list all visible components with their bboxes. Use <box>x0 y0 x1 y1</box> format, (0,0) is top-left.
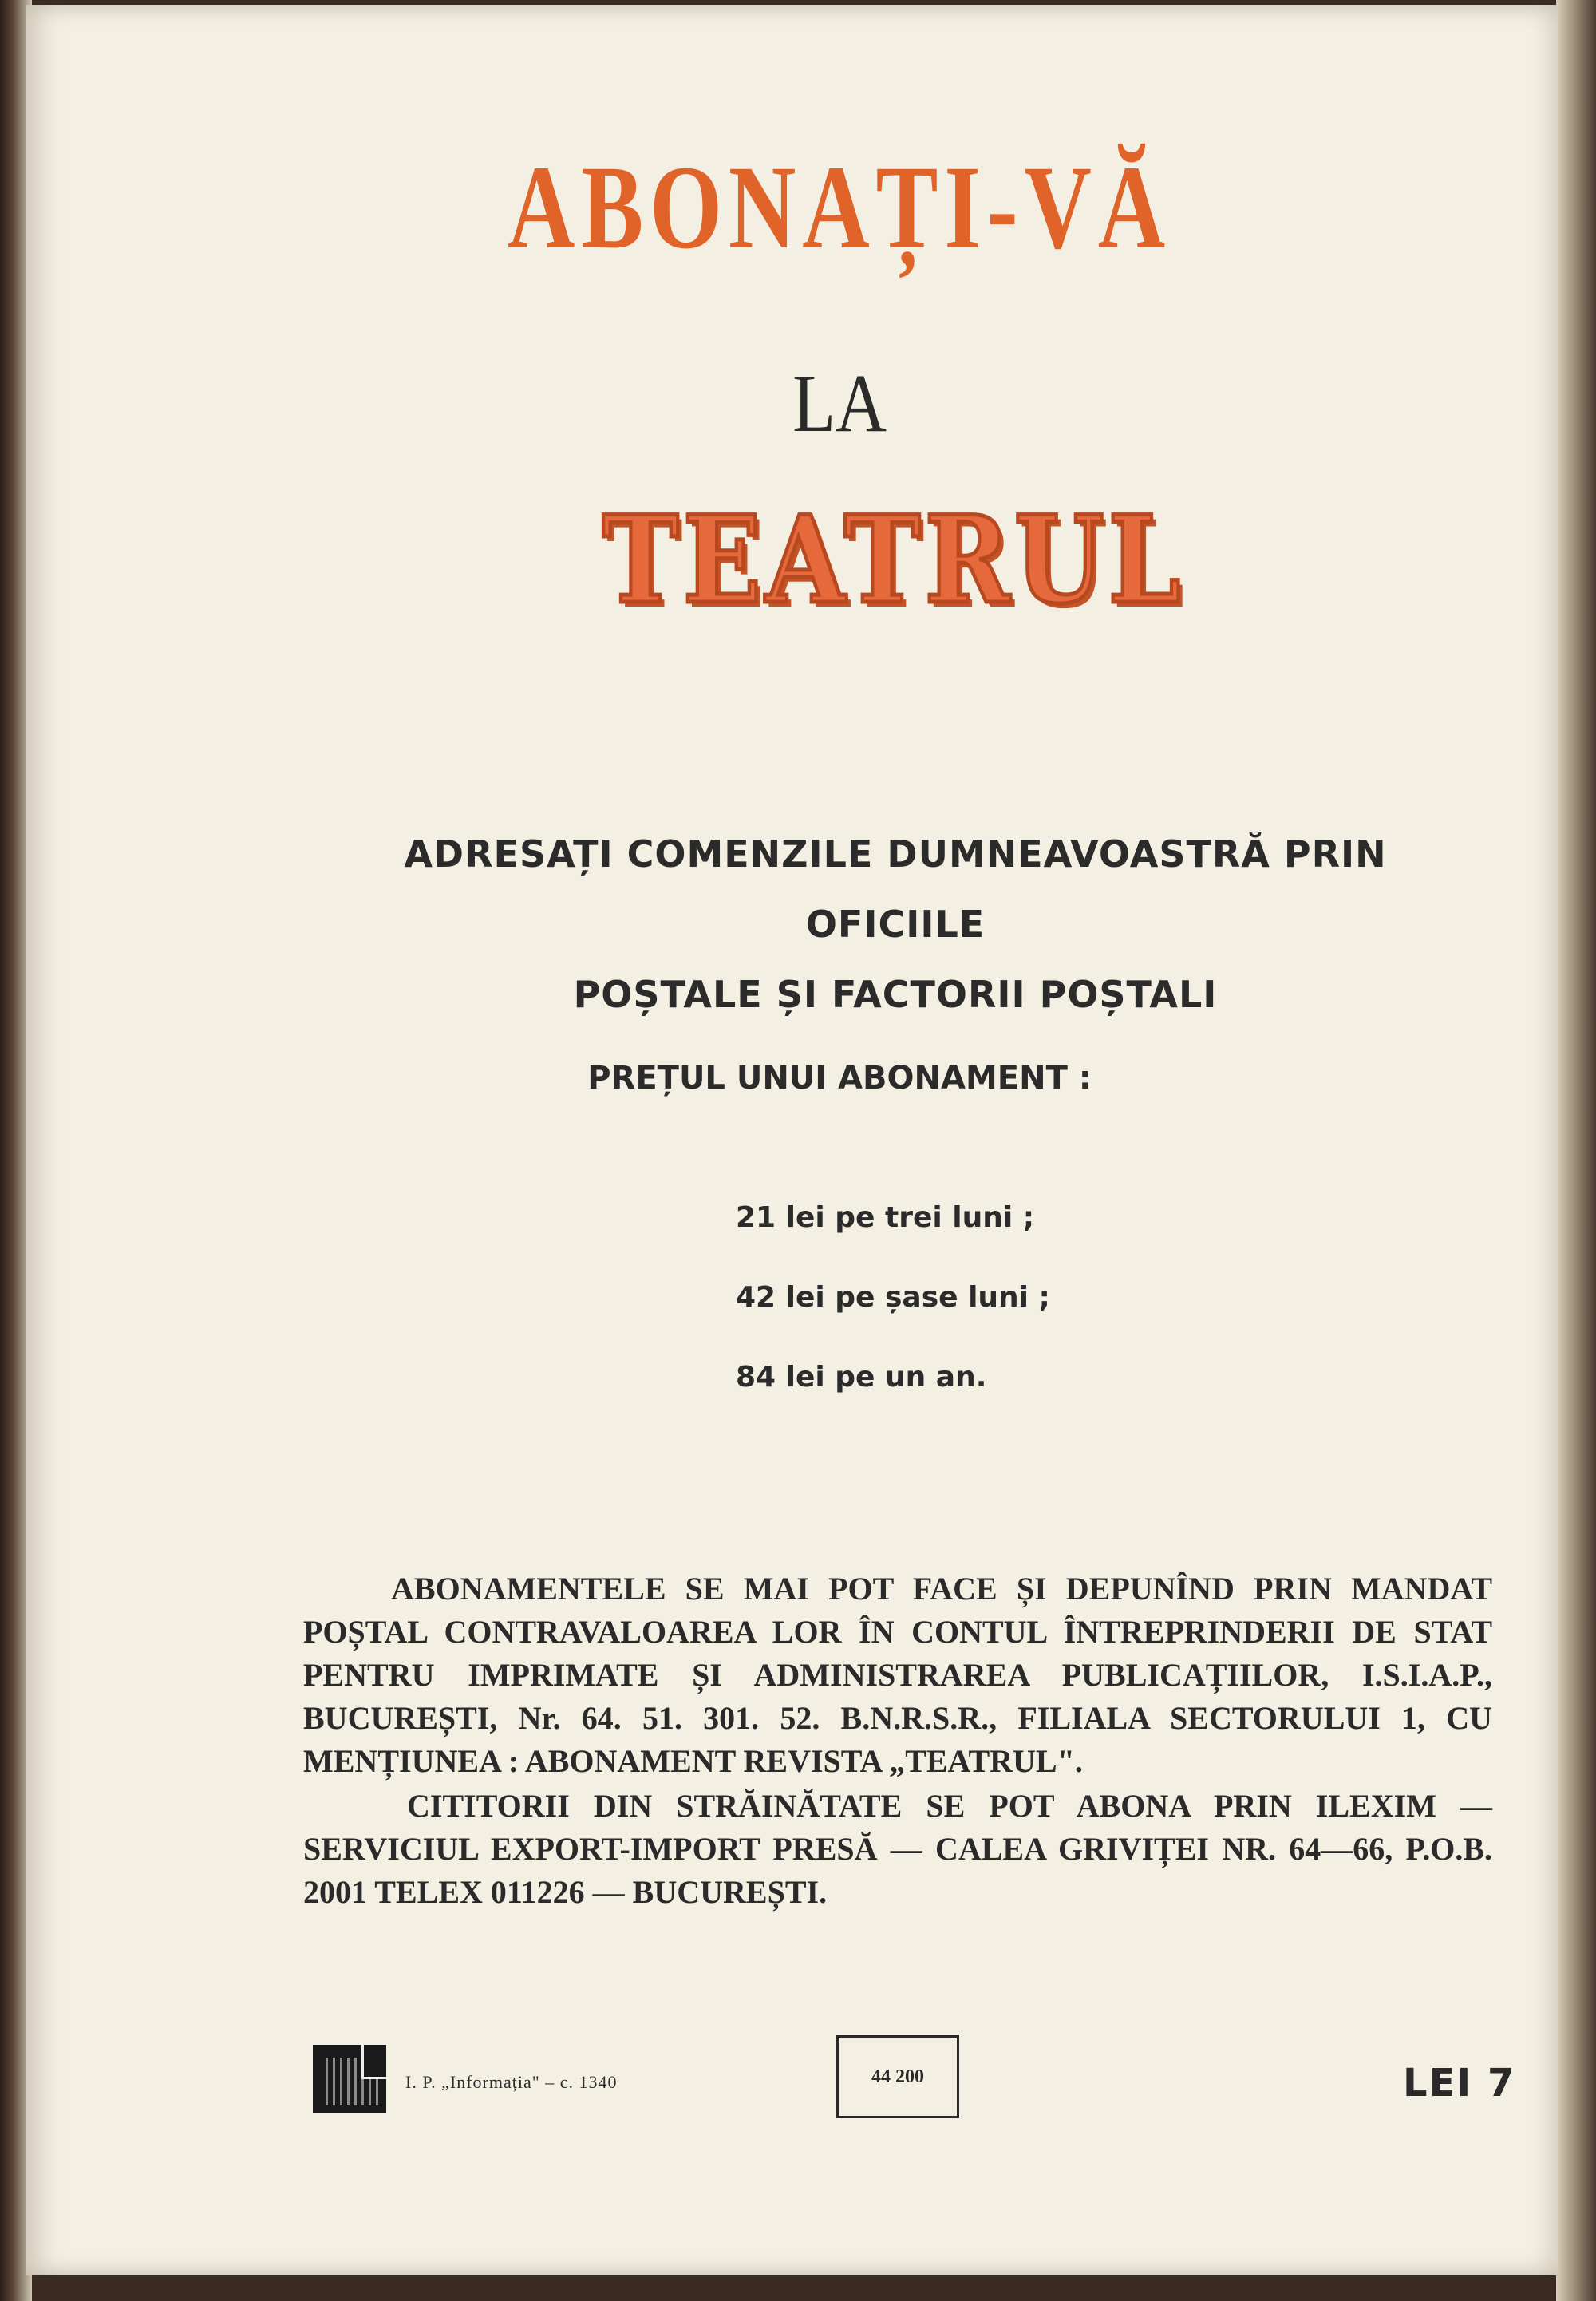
address-instructions <box>329 819 1462 1030</box>
address-line-1: ADRESAȚI COMENZILE DUMNEAVOASTRĂ PRIN OFICIILE <box>404 832 1387 946</box>
price-heading: PREȚUL UNUI ABONAMENT : <box>587 1060 1092 1097</box>
distribution-code-box: 44 200 <box>836 2035 959 2118</box>
price-item: 21 lei pe trei luni ; <box>736 1201 1035 1234</box>
magazine-page <box>26 5 1558 2275</box>
price-item: 84 lei pe un an. <box>736 1361 987 1394</box>
printer-imprint: I. P. „Informația" – c. 1340 <box>405 2072 618 2092</box>
price-item: 42 lei pe șase luni ; <box>736 1281 1050 1314</box>
book-page-edges <box>1556 0 1596 2301</box>
teatrul-logo-text: TEATRUL <box>602 490 1185 631</box>
cover-price: LEI 7 <box>1403 2061 1516 2105</box>
subscription-paragraph: ABONAMENTELE SE MAI POT FACE ȘI DEPUNÎND PRIN MANDAT POȘTAL CONTRAVALOAREA LOR ÎN CONTUL ÎNTREPRINDERII DE STAT PENTRU IMPRIMATE ȘI ADMINISTRAREA PUBLICAȚIILOR, I.S.I.A.P., BUCUREȘTI, Nr. 64. 51. 301. 52. B.N.R.S.R., FILIALA SECTORULUI 1, CU MENȚIUNEA : ABONAMENT REVISTA „TEATRUL". <box>303 1571 1492 1779</box>
price-list <box>736 1178 1050 1417</box>
foreign-readers-paragraph: CITITORII DIN STRĂINĂTATE SE POT ABONA PRIN ILEXIM — SERVICIUL EXPORT-IMPORT PRESĂ — CALEA GRIVIȚEI NR. 64—66, P.O.B. 2001 TELEX 011226 — BUCUREȘTI. <box>303 1788 1492 1910</box>
preposition: LA <box>792 358 887 449</box>
printer-logo-corner <box>361 2045 386 2079</box>
printer-logo-icon <box>313 2045 386 2113</box>
address-line-2: POȘTALE ȘI FACTORII POȘTALI <box>573 973 1218 1016</box>
teatrul-logo <box>559 480 1185 640</box>
headline: ABONAȚI-VĂ <box>507 141 1172 274</box>
